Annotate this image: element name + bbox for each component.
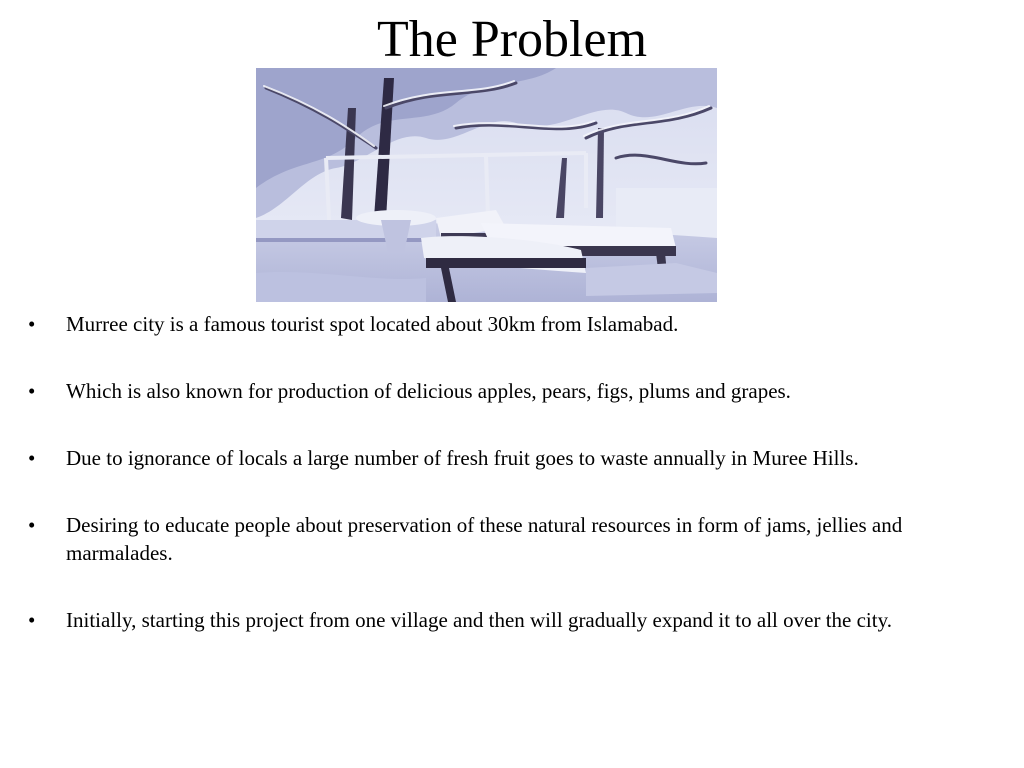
- bullet-text: Desiring to educate people about preservation of these natural resources in form of jams, jellies and marmalades.: [66, 513, 903, 565]
- bullet-marker: •: [28, 312, 36, 336]
- snow-scene-photo: [256, 68, 717, 302]
- slide-title: The Problem: [376, 11, 648, 68]
- bullet-text: Which is also known for production of delicious apples, pears, figs, plums and grapes.: [66, 379, 791, 403]
- bullet-item: [28, 310, 958, 338]
- bullet-item: [28, 377, 958, 405]
- bullet-marker: •: [28, 608, 36, 632]
- bullet-item: [28, 511, 958, 567]
- bullet-text: Due to ignorance of locals a large number of fresh fruit goes to waste annually in Muree Hills.: [66, 446, 859, 470]
- bullet-item: [28, 606, 958, 634]
- bullet-text: Initially, starting this project from one village and then will gradually expand it to all over the city.: [66, 608, 892, 632]
- bullet-item: [28, 444, 958, 472]
- bullet-marker: •: [28, 379, 36, 403]
- bullet-marker: •: [28, 513, 36, 537]
- bullet-marker: •: [28, 446, 36, 470]
- bullet-list: [28, 310, 958, 673]
- bullet-text: Murree city is a famous tourist spot located about 30km from Islamabad.: [66, 312, 679, 336]
